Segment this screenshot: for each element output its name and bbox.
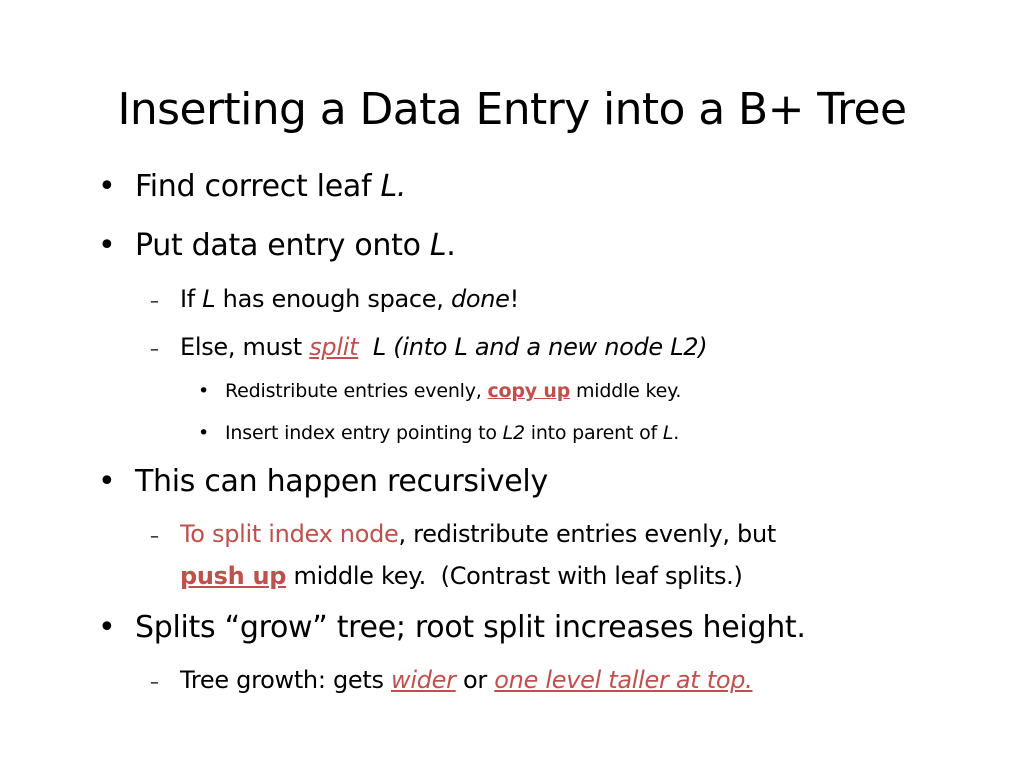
bullet-marker: • (98, 610, 116, 645)
subbullet-must-split: – Else, must split L (into L and a new node L2) (150, 331, 707, 366)
copy-up-highlight: copy up (487, 380, 571, 402)
bullet-put-data-entry: • Put data entry onto L. (98, 228, 456, 263)
dash-marker: – (150, 291, 159, 312)
bullet-find-correct-leaf: • Find correct leaf L. (98, 169, 407, 204)
taller-highlight: one level taller at top. (494, 666, 753, 694)
subbullet-tree-growth: – Tree growth: gets wider or one level taller at top. (150, 664, 753, 699)
subbullet-split-index-node-continued: push up middle key. (Contrast with leaf splits.) (180, 562, 743, 590)
subbullet-enough-space: – If L has enough space, done! (150, 283, 519, 318)
split-highlight: split (309, 333, 359, 361)
subsubbullet-insert-index-entry: • Insert index entry pointing to L2 into parent of L. (198, 422, 680, 444)
push-up-highlight: push up (180, 562, 287, 590)
dash-marker: – (150, 526, 159, 547)
dash-marker: – (150, 339, 159, 360)
wider-highlight: wider (391, 666, 456, 694)
bullet-marker: • (98, 169, 116, 204)
bullet-marker: • (198, 380, 210, 402)
dash-marker: – (150, 672, 159, 693)
bullet-recursively: • This can happen recursively (98, 464, 548, 499)
subsubbullet-redistribute: • Redistribute entries evenly, copy up middle key. (198, 380, 682, 402)
bullet-marker: • (98, 228, 116, 263)
slide-title: Inserting a Data Entry into a B+ Tree (117, 84, 907, 135)
bullet-splits-grow-tree: • Splits “grow” tree; root split increases height. (98, 610, 806, 645)
subbullet-split-index-node: – To split index node, redistribute entries evenly, but (150, 518, 776, 553)
bullet-marker: • (98, 464, 116, 499)
bullet-marker: • (198, 422, 210, 444)
split-index-node-highlight: To split index node (180, 520, 399, 548)
